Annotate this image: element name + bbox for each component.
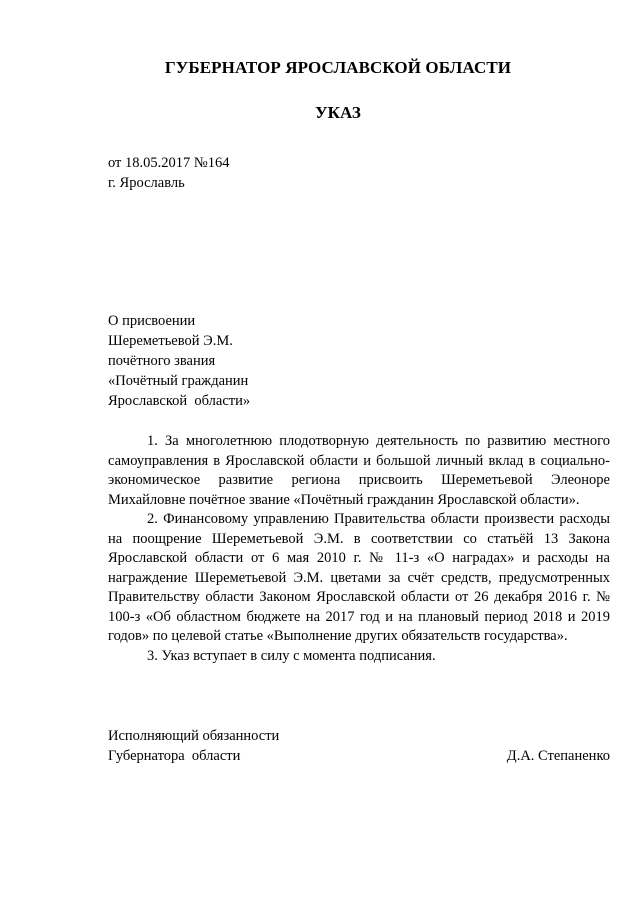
subject-line: почётного звания xyxy=(108,353,216,369)
subject-line: Ярославской области» xyxy=(108,393,251,409)
subject-line: Шереметьевой Э.М. xyxy=(108,333,233,349)
subject-line: О присвоении xyxy=(108,313,196,329)
signatory-position-line2: Губернатора области xyxy=(108,748,241,764)
decree-paragraph-1: 1. За многолетнюю плодотворную деятельность по развитию местного самоуправления в Ярославской области и большой личный вклад в социально-экономическое развитие региона присвоить Шереметьевой Элеоноре Михайловне почётное звание «Почётный гражданин Ярославской области». xyxy=(108,433,610,508)
signatory-position-line1: Исполняющий обязанности xyxy=(108,728,280,744)
decree-body xyxy=(108,432,610,666)
decree-paragraph-3: 3. Указ вступает в силу с момента подписания. xyxy=(147,647,436,664)
subject-block xyxy=(108,311,250,411)
issuing-authority-heading: ГУБЕРНАТОР ЯРОСЛАВСКОЙ ОБЛАСТИ xyxy=(164,58,512,77)
subject-line: «Почётный гражданин xyxy=(108,373,249,389)
date-and-number: от 18.05.2017 №164 xyxy=(108,155,230,171)
signature-row xyxy=(108,746,610,766)
city: г. Ярославль xyxy=(108,175,185,191)
decree-paragraph-2: 2. Финансовому управлению Правительства области произвести расходы на поощрение Шереметьевой Э.М. в соответствии со статьёй 13 Закона Ярославской области от 6 мая 2010 г. № 11-з «О наградах» и расходы на награждение Шереметьевой Э.М. цветами за счёт средств, предусмотренных Правительству области Законом Ярославской области от 26 декабря 2016 г. № 100-з «Об областном бюджете на 2017 год и на плановый период 2018 и 2019 годов» по целевой статье «Выполнение других обязательств государства». xyxy=(108,511,610,644)
signatory-name: Д.А. Степаненко xyxy=(506,748,610,764)
signature-block xyxy=(108,726,610,766)
document-type-heading: УКАЗ xyxy=(315,103,361,122)
document-meta xyxy=(108,153,229,193)
